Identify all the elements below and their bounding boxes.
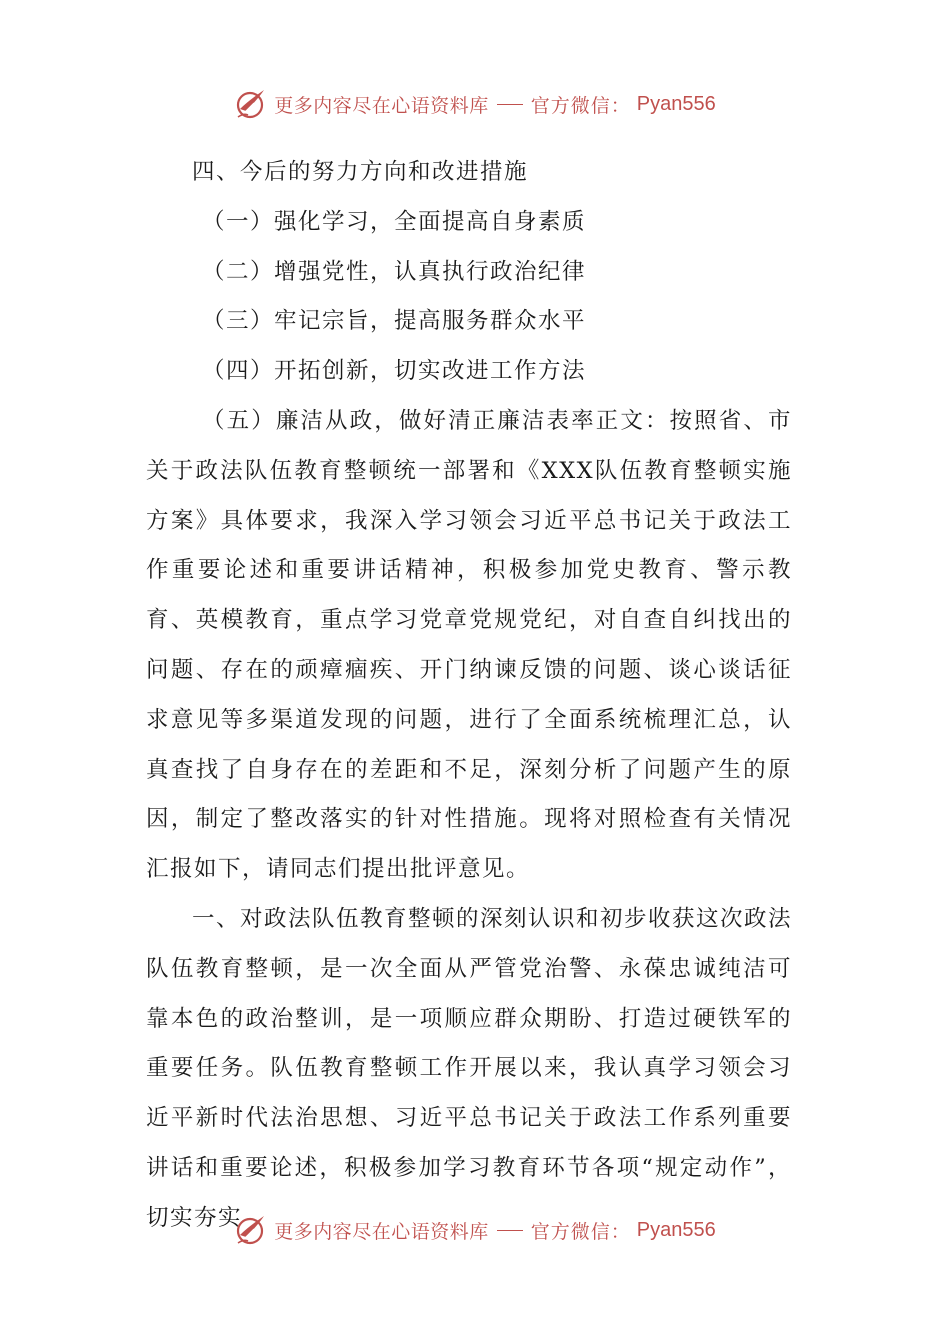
watermark-site-text: 更多内容尽在心语资料库 [274, 94, 489, 117]
list-item: （四）开拓创新，切实改进工作方法 [202, 358, 587, 385]
watermark-dash [497, 104, 523, 105]
body-paragraph: （五）廉洁从政，做好清正廉洁表率正文：按照省、市关于政法队伍教育整顿统一部署和《XXX队伍教育整顿实施方案》具体要求，我深入学习领会习近平总书记关于政法工作重要论述和重要讲话精神，积极参加党史教育、警示教育、英模教育，重点学习党章党规党纪，对自查自纠找出的问题、存在的顽瘴痼疾、开门纳谏反馈的问题、谈心谈话征求意见等多渠道发现的问题，进行了全面系统梳理汇总，认真查找了自身存在的差距和不足，深刻分析了问题产生的原因，制定了整改落实的针对性措施。现将对照检查有关情况汇报如下，请同志们提出批评意见。 [146, 407, 792, 883]
quill-pen-circle-icon [234, 1213, 268, 1247]
watermark-wechat-id: Pyan556 [636, 1218, 716, 1241]
watermark-wechat-label: 官方微信： [530, 1220, 631, 1243]
section-heading: 四、今后的努力方向和改进措施 [192, 159, 529, 185]
document-body [146, 148, 792, 1244]
watermark-dash [497, 1230, 523, 1231]
list-item: （一）强化学习，全面提高自身素质 [202, 208, 587, 235]
quill-pen-circle-icon [234, 87, 268, 121]
watermark-footer [0, 1210, 950, 1250]
watermark-header [0, 84, 950, 124]
watermark-wechat-label: 官方微信： [530, 94, 631, 117]
watermark-wechat-id: Pyan556 [636, 92, 716, 115]
list-item: （二）增强党性，认真执行政治纪律 [202, 258, 587, 285]
list-item: （三）牢记宗旨，提高服务群众水平 [202, 308, 587, 335]
body-paragraph: 一、对政法队伍教育整顿的深刻认识和初步收获这次政法队伍教育整顿，是一次全面从严管党治警、永葆忠诚纯洁可靠本色的政治整训，是一项顺应群众期盼、打造过硬铁军的重要任务。队伍教育整顿工作开展以来，我认真学习领会习近平新时代法治思想、习近平总书记关于政法工作系列重要讲话和重要论述，积极参加学习教育环节各项“规定动作”，切实夯实 [146, 905, 793, 1231]
watermark-site-text: 更多内容尽在心语资料库 [274, 1220, 489, 1243]
